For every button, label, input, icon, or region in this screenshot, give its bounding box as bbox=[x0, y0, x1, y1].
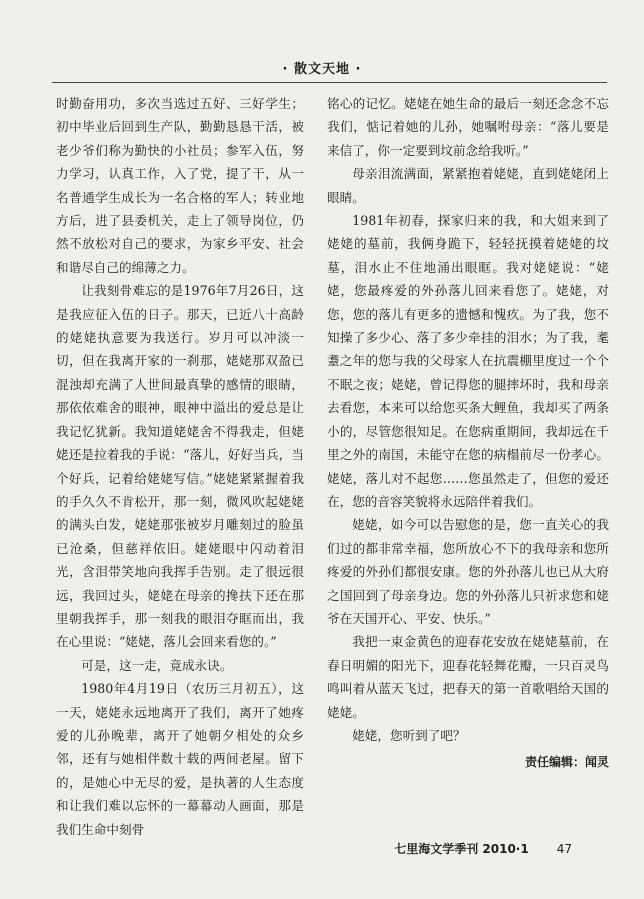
paragraph: 1981年初春，探家归来的我，和大姐来到了姥姥的墓前，我俩身跪下，轻轻抚摸着姥姥的坟墓，泪水止不住地涌出眼眶。我对姥姥说：“姥姥，您最疼爱的外孙落儿回来看您了。姥姥，对您，您的落儿有更多的遗憾和愧疚。为了我，您不知操了多少心、落了多少牵挂的泪水；为了我，耄耋之年的您与我的父母家人在抗震棚里度过一个个不眠之夜；姥姥，曾记得您的腿摔坏时，我和母亲去看您，本来可以给您买条大鲤鱼，我却买了两条小的，尽管您很知足。在您病重期间，我却远在千里之外的南国，未能守在您的病榻前尽一份孝心。姥姥，落儿对不起您……您虽然走了，但您的爱还在，您的音容笑貌将永远陪伴着我们。 bbox=[327, 213, 609, 509]
paragraph: 姥姥，您听到了吧？ bbox=[352, 727, 466, 743]
left-column bbox=[56, 92, 304, 841]
section-header: · 散文天地 · bbox=[282, 62, 362, 77]
paragraph: 母亲泪流满面，紧紧抱着姥姥，直到姥姥闭上眼睛。 bbox=[327, 166, 609, 205]
paragraph: 时勤奋用功，多次当选过五好、三好学生；初中毕业后回到生产队，勤勤恳恳干活，被老少爷们称为勤快的小社员；参军入伍，努力学习，认真工作，入了党，提了干，从一名普通学生成长为一名合格的军人；转业地方后，进了县委机关，走上了领导岗位，仍然不放松对自己的要求，为家乡平安、社会和谐尽自己的绵薄之力。 bbox=[56, 96, 304, 275]
right-column bbox=[327, 92, 609, 775]
paragraph: 可是，这一走，竟成永诀。 bbox=[81, 657, 233, 673]
paragraph: 1980年4月19日（农历三月初五），这一天，姥姥永远地离开了我们，离开了她疼爱的儿孙晚辈，离开了她朝夕相处的众乡邻，还有与她相伴数十载的两间老屋。留下的，是她心中无尽的爱，是执著的人生态度和让我们难以忘怀的一幕幕动人画面，那是我们生命中刻骨 bbox=[56, 681, 304, 837]
paragraph: 我把一束金黄色的迎春花安放在姥姥墓前，在春日明媚的阳光下，迎春花轻舞花瓣，一只百灵鸟鸣叫着从蓝天飞过，把春天的第一首歌唱给天国的姥姥。 bbox=[327, 634, 609, 720]
paragraph: 姥姥，如今可以告慰您的是，您一直关心的我们过的都非常幸福，您所放心不下的我母亲和您所疼爱的外孙们都很安康。您的外孙落儿也已从大府之国回到了母亲身边。您的外孙落儿只祈求您和姥爷在天国开心、平安、快乐。” bbox=[327, 517, 609, 626]
header-rule bbox=[52, 82, 607, 83]
paragraph: 让我刻骨难忘的是1976年7月26日，这是我应征入伍的日子。那天，已近八十高龄的姥姥执意要为我送行。岁月可以冲淡一切，但在我离开家的一刹那，姥姥那双盈已混浊却充满了人世间最真挚的感情的眼睛，那依依难舍的眼神，眼神中溢出的爱总是让我记忆犹新。我知道姥姥舍不得我走，但姥姥还是拉着我的手说：“落儿，好好当兵，当个好兵，记着给姥姥写信。”姥姥紧紧握着我的手久久不肯松开，那一刻，微风吹起姥姥的满头白发，姥姥那张被岁月雕刻过的脸虽已沧桑，但慈祥依旧。姥姥眼中闪动着泪光，含泪带笑地向我挥手告别。走了很远很远，我回过头，姥姥在母亲的搀扶下还在那里朝我挥手，那一刻我的眼泪夺眶而出，我在心里说：“姥姥，落儿会回来看您的。” bbox=[56, 283, 304, 650]
journal-name: 七里海文学季刊 2010·1 bbox=[394, 842, 529, 856]
page-number: 47 bbox=[556, 842, 572, 856]
page-footer bbox=[394, 840, 572, 857]
editor-credit: 责任编辑：闻灵 bbox=[524, 755, 609, 770]
paragraph: 铭心的记忆。姥姥在她生命的最后一刻还念念不忘我们，惦记着她的儿孙，她嘱咐母亲：“落儿要是来信了，你一定要到坟前念给我听。” bbox=[327, 96, 609, 158]
